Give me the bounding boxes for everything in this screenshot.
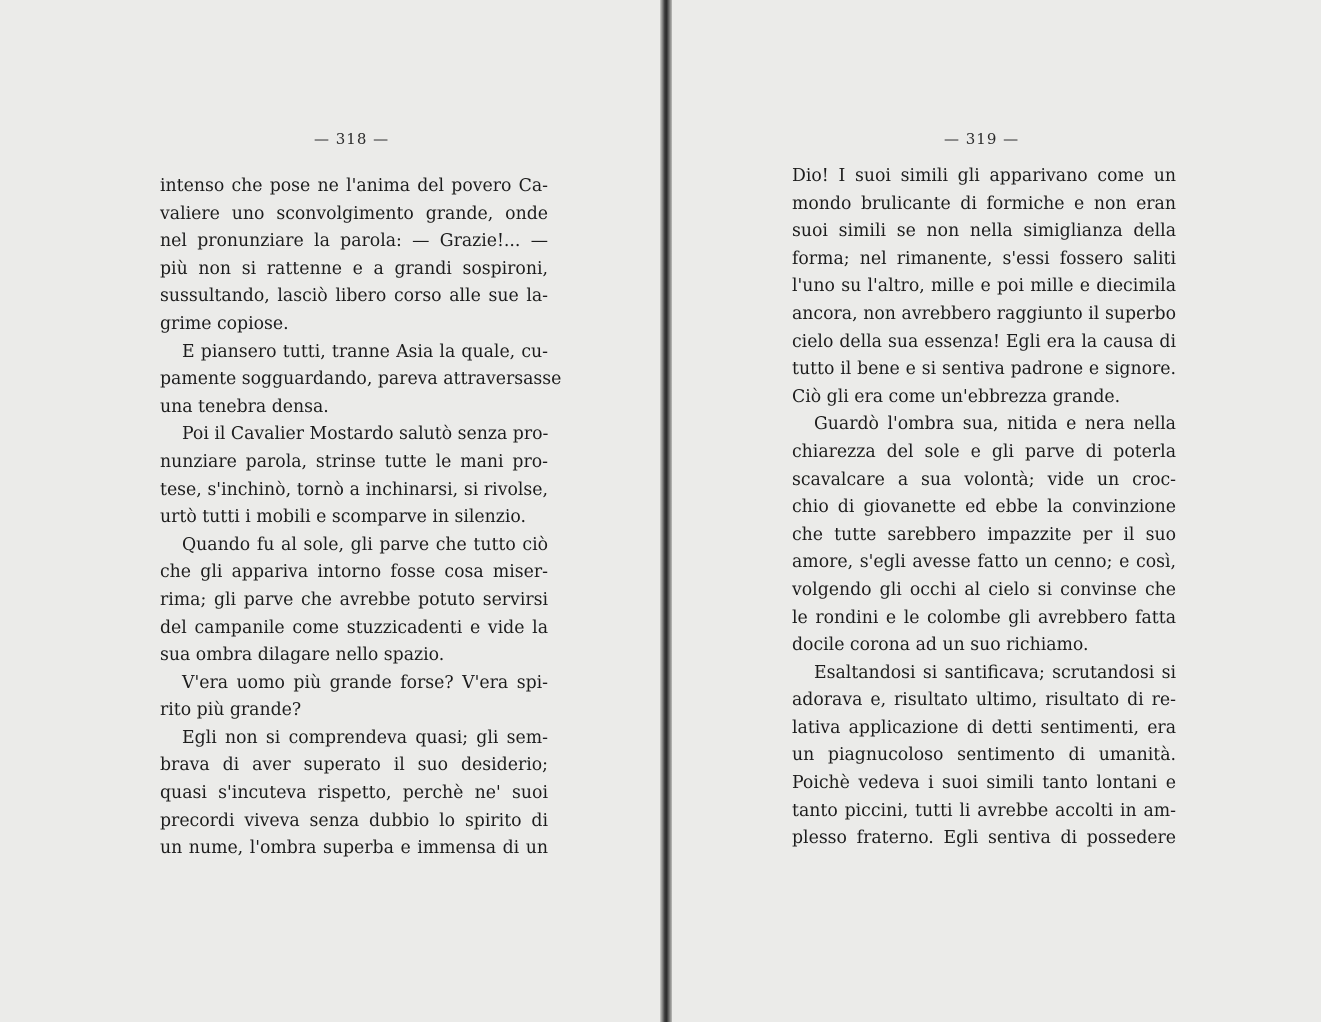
text-line: intenso che pose ne l'anima del povero Ca- (160, 176, 548, 196)
text-line: scavalcare a sua volontà; vide un croc- (792, 469, 1176, 490)
text-line: una tenebra densa. (160, 396, 329, 417)
text-line: Quando fu al sole, gli parve che tutto ciò (182, 534, 548, 555)
text-line: sussultando, lasciò libero corso alle sue la- (160, 286, 548, 307)
page-text (792, 163, 1176, 853)
text-line: rito più grande? (160, 700, 302, 721)
text-line: un nume, l'ombra superba e immensa di un (160, 838, 548, 859)
text-line: nel pronunziare la parola: — Grazie!... — (160, 231, 548, 252)
text-line: valiere uno sconvolgimento grande, onde (160, 203, 548, 224)
text-line: Egli non si comprendeva quasi; gli sem- (182, 727, 548, 748)
text-line: Ciò gli era come un'ebbrezza grande. (792, 386, 1121, 407)
text-line: tese, s'inchinò, tornò a inchinarsi, si rivolse, (160, 479, 548, 500)
text-line: sua ombra dilagare nello spazio. (160, 645, 445, 666)
text-line: chio di giovanette ed ebbe la convinzione (792, 497, 1176, 518)
text-line: più non si rattenne e a grandi sospironi, (160, 258, 548, 279)
text-line: Dio! I suoi simili gli apparivano come un (792, 166, 1176, 186)
text-line: Poichè vedeva i suoi simili tanto lontani e (792, 773, 1176, 794)
text-line: le rondini e le colombe gli avrebbero fatta (792, 607, 1176, 628)
text-line: tutto il bene e si sentiva padrone e signore. (792, 359, 1176, 380)
text-line: docile corona ad un suo richiamo. (792, 635, 1089, 656)
text-line: pamente sogguardando, pareva attraversasse (160, 369, 562, 390)
text-line: che tutte sarebbero impazzite per il suo (792, 524, 1176, 545)
text-line: tanto piccini, tutti li avrebbe accolti in am- (792, 800, 1176, 821)
text-line: amore, s'egli avesse fatto un cenno; e così, (792, 552, 1176, 573)
text-line: forma; nel rimanente, s'essi fossero saliti (792, 248, 1176, 269)
text-line: ancora, non avrebbero raggiunto il superbo (792, 303, 1176, 324)
text-line: E piansero tutti, tranne Asia la quale, cu- (182, 341, 548, 362)
page-number: — 318 — (314, 130, 390, 148)
text-line: un piagnucoloso sentimento di umanità. (792, 745, 1176, 766)
text-line: Esaltandosi si santificava; scrutandosi si (814, 662, 1176, 683)
text-line: plesso fraterno. Egli sentiva di possedere (792, 828, 1176, 849)
text-line: cielo della sua essenza! Egli era la causa di (792, 331, 1176, 352)
text-line: Guardò l'ombra sua, nitida e nera nella (814, 414, 1176, 435)
text-line: suoi simili se non nella simiglianza della (792, 221, 1176, 242)
text-line: Poi il Cavalier Mostardo salutò senza pro- (182, 424, 549, 445)
text-line: che gli appariva intorno fosse cosa miser- (160, 562, 548, 583)
text-line: grime copiose. (160, 313, 289, 334)
text-line: nunziare parola, strinse tutte le mani pro- (160, 451, 548, 472)
right-page (672, 0, 1321, 1022)
book-spine (660, 0, 672, 1022)
text-line: quasi s'incuteva rispetto, perchè ne' suoi (160, 783, 548, 804)
text-line: del campanile come stuzzicadenti e vide la (160, 617, 548, 638)
text-line: adorava e, risultato ultimo, risultato di re- (792, 690, 1176, 711)
text-line: l'uno su l'altro, mille e poi mille e diecimila (792, 276, 1176, 297)
text-line: lativa applicazione di detti sentimenti, era (792, 717, 1176, 738)
text-line: V'era uomo più grande forse? V'era spi- (182, 672, 548, 693)
text-line: mondo brulicante di formiche e non eran (792, 193, 1176, 214)
text-line: rima; gli parve che avrebbe potuto servirsi (160, 589, 548, 610)
page-number: — 319 — (944, 130, 1020, 148)
text-line: chiarezza del sole e gli parve di poterla (792, 441, 1176, 462)
text-line: volgendo gli occhi al cielo si convinse che (792, 579, 1176, 600)
page-text (160, 173, 562, 863)
text-line: precordi viveva senza dubbio lo spirito di (160, 810, 548, 831)
text-line: urtò tutti i mobili e scomparve in silenzio. (160, 507, 526, 528)
left-page (0, 0, 660, 1022)
text-line: brava di aver superato il suo desiderio; (160, 755, 548, 776)
